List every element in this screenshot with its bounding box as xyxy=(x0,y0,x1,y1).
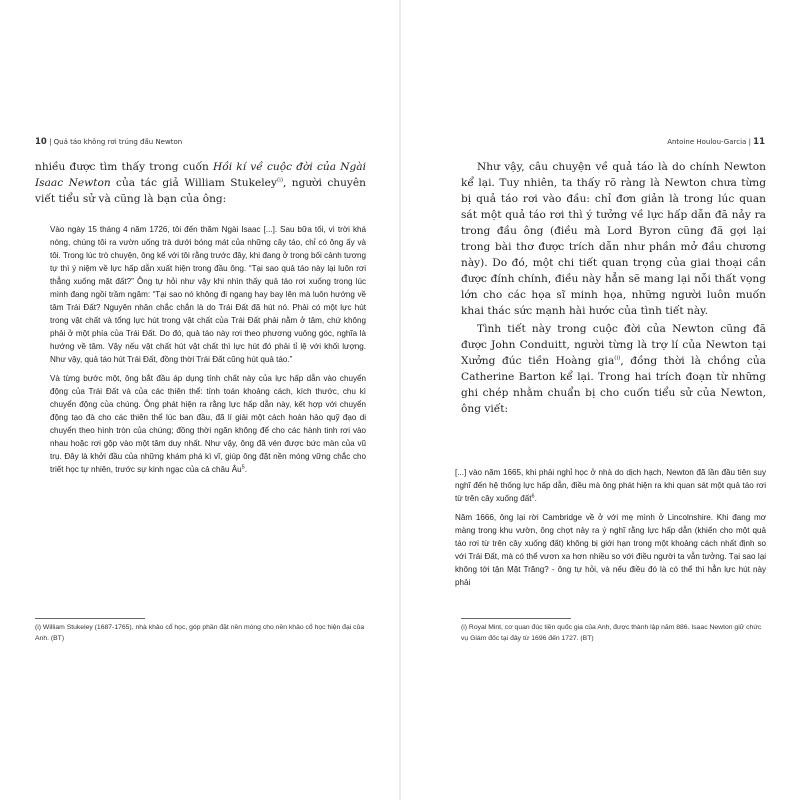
running-head-separator: | xyxy=(49,138,54,146)
running-head-separator: | xyxy=(748,138,754,146)
left-intro-paragraph xyxy=(35,159,366,207)
right-running-head xyxy=(667,137,765,147)
right-page-number: 11 xyxy=(753,137,765,147)
left-footnote-rule xyxy=(35,618,145,619)
endnote-marker: 5 xyxy=(241,464,245,471)
book-title: Hồi kí về cuộc đời của Ngài Isaac Newton xyxy=(35,161,366,189)
right-footnote-rule xyxy=(461,618,571,619)
right-paragraph-1: Như vậy, câu chuyện về quả táo là do chính Newton kể lại. Tuy nhiên, ta thấy rõ ràng là Newton chưa từng bị quả táo rơi vào đầu: chỉ đơn giản là trong lúc quan sát một quả táo rơi thì ý tưởng về lực hấp dẫn đã nảy ra trong đầu ông (điều mà Lord Byron cũng đã gợi lại trong bài thơ được trích dẫn như phần mở đầu chương này). Do đó, một chi tiết quan trọng của giai thoại cần được đính chính, điều này hẳn sẽ mang lại nỗi thất vọng lớn cho các họa sĩ minh họa, những người luôn muốn khai thác sức mạnh hài hước của tình tiết này. xyxy=(461,161,766,317)
right-paragraph-2 xyxy=(461,321,766,417)
left-block-quote xyxy=(50,223,366,476)
quote-text: [...] vào năm 1665, khi phải nghỉ học ở nhà do dịch hạch, Newton đã lần đầu tiên suy nghĩ đến hệ thống lực hấp dẫn, điều mà ông phát hiện ra khi quan sát một quả táo rơi từ trên cây xuống đất xyxy=(455,468,766,503)
right-quote-paragraph-1 xyxy=(455,466,766,505)
intro-text: nhiều được tìm thấy trong cuốn xyxy=(35,161,214,173)
left-running-title: Quả táo không rơi trúng đầu Newton xyxy=(53,138,183,146)
quote-text: Và từng bước một, ông bắt đầu áp dụng tính chất này của lực hấp dẫn vào chuyển động của Trái Đất và của các thiên thể: tính toán khoảng cách, kích thước, chu kì chuyển động của chúng. Ông phát hiện ra rằng lực hấp dẫn này, kết hợp với chuyển động tạo đà cho các thiên thể lúc ban đầu, đã lí giải một cách hoàn hảo quỹ đạo di chuyển theo hình tròn của chúng; đồng thời ngăn không để cho các hành tinh rơi vào nhau hoặc rơi gộp vào một tâm duy nhất. Như vậy, ông đã vén được bức màn của vũ trụ. Đây là khởi đầu của những khám phá kì vĩ, giúp ông đặt nền móng vững chắc cho triết học tự nhiên, trước sự kinh ngạc của cả châu Âu xyxy=(50,374,366,474)
left-page xyxy=(0,0,399,800)
right-running-title: Antoine Houlou-Garcia xyxy=(667,138,747,146)
intro-text: , người chuyên viết tiểu sử và cũng là bạn của ông: xyxy=(35,177,366,205)
right-quote-paragraph-2: Năm 1666, ông lại rời Cambridge về ở với mẹ mình ở Lincolnshire. Khi đang mơ màng trong khu vườn, ông chợt nảy ra ý nghĩ rằng lực hấp dẫn (khiến cho một quả táo rơi từ trên cây xuống đất) không bị giới hạn trong một khoảng cách nhất định so với Trái Đất, mà có thể vươn xa hơn nhiều so với điều người ta vẫn tưởng. Tại sao lại không tới tận Mặt Trăng? - ông tự hỏi, và nếu điều đó là có thể thì hẳn lực hút này phải xyxy=(455,513,766,587)
footnote-marker: (i) xyxy=(276,177,283,184)
left-page-number: 10 xyxy=(35,137,47,147)
intro-text: của tác giả William Stukeley xyxy=(110,177,277,189)
right-footnote: (i) Royal Mint, cơ quan đúc tiền quốc gia của Anh, được thành lập năm 886. Isaac Newton giữ chức vụ Giám đốc tại đây từ 1696 đến 1727. (BT) xyxy=(461,624,762,642)
left-running-head xyxy=(35,137,182,147)
quote-paragraph-2 xyxy=(50,372,366,476)
paragraph-text: Tình tiết này trong cuộc đời của Newton cũng đã được John Conduitt, người từng là trợ lí của Newton tại Xưởng đúc tiền Hoàng gia xyxy=(461,323,766,367)
right-page xyxy=(401,0,800,800)
quote-paragraph-1: Vào ngày 15 tháng 4 năm 1726, tôi đến thăm Ngài Isaac [...]. Sau bữa tối, vì trời khá nóng, chúng tôi ra vườn uống trà dưới bóng mát của những cây táo, chỉ có ông ấy và tôi. Trong lúc trò chuyện, ông kể với tôi rằng trước đây, khi đang ở trong bối cảnh tương tự thì ý niệm về lực hấp dẫn xuất hiện trong đầu ông. “Tại sao quả táo này lại luôn rơi thẳng xuống mặt đất?” Ông tự hỏi như vậy khi nhìn thấy quả táo rơi xuống trong lúc mình đang ngồi trầm ngâm: “Tại sao nó không đi ngang hay bay lên mà luôn hướng về tâm Trái Đất? Nguyên nhân chắc chắn là do Trái Đất đã hút nó. Phải có một lực hút trong vật chất và tổng lực hút trong vật chất của Trái Đất phải nằm ở tâm, chứ không phải ở một phía của Trái Đất. Do đó, quả táo này rơi theo phương vuông góc, nghĩa là hướng về tâm. Vậy nếu vật chất hút vật chất thì lực hút đó phải tỉ lệ với khối lượng. Như vậy, quả táo hút Trái Đất, đồng thời Trái Đất cũng hút quả táo.” xyxy=(50,225,366,364)
left-footnote: (i) William Stukeley (1687-1765), nhà khảo cổ học, góp phần đặt nền móng cho nền khảo cổ học hiện đại của Anh. (BT) xyxy=(35,624,365,642)
footnote-marker: (i) xyxy=(614,355,621,362)
paragraph-text: , đồng thời là chồng của Catherine Barton kể lại. Trong hai trích đoạn từ những ghi chép nhằm chuẩn bị cho cuốn tiểu sử của Newton, ông viết: xyxy=(461,355,766,415)
right-block-quote xyxy=(455,466,766,589)
endnote-marker: 6 xyxy=(531,493,535,500)
right-body xyxy=(461,159,766,417)
quote-text: . xyxy=(244,465,247,474)
quote-text: . xyxy=(534,494,537,503)
